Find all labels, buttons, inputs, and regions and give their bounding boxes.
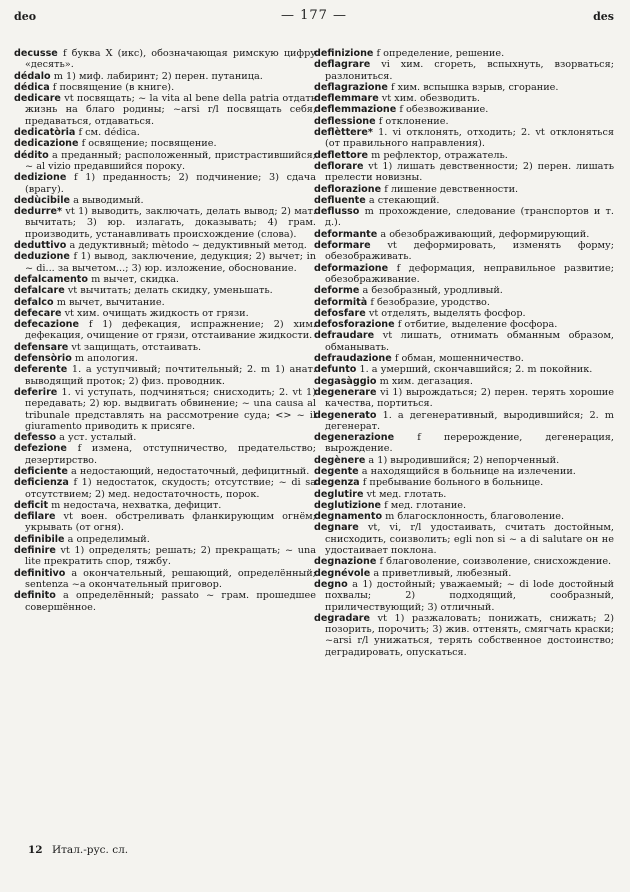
entry-definition: a безобразный, уродливый. xyxy=(362,285,503,297)
entry-headword: degenerazione xyxy=(314,432,395,444)
entry-definition: f 1) вывод, заключение, дедукция; 2) вычет; in ~ di... за вычетом...; 3) юр. изложение, обоснование. xyxy=(25,251,316,274)
dictionary-entry xyxy=(14,511,316,534)
entry-headword: dédito xyxy=(14,149,49,161)
entry-definition: vt защищать, отстаивать. xyxy=(71,341,202,353)
dictionary-entry xyxy=(314,522,614,556)
entry-headword: degènere xyxy=(314,454,366,466)
entry-definition: f отклонение. xyxy=(378,115,449,127)
dictionary-entry xyxy=(14,590,316,613)
entry-headword: deflemmazione xyxy=(314,104,397,116)
entry-headword: deformazione xyxy=(314,262,389,274)
entry-headword: definizione xyxy=(314,48,374,59)
entry-definition: f благоволение, соизволение, снисхождение. xyxy=(379,556,612,568)
entry-headword: defensare xyxy=(14,341,69,353)
entry-definition: f обезвоживание. xyxy=(399,104,489,116)
dictionary-entry xyxy=(14,150,316,173)
entry-headword: deforme xyxy=(314,285,360,297)
dictionary-entry xyxy=(14,206,316,240)
entry-headword: degradare xyxy=(314,612,371,624)
dictionary-entry xyxy=(14,432,316,443)
right-guide-word: des xyxy=(593,10,614,23)
entry-headword: degnare xyxy=(314,522,359,534)
entry-headword: defosfare xyxy=(314,307,366,319)
entry-headword: degasàggio xyxy=(314,375,377,387)
dictionary-entry xyxy=(314,568,614,579)
dictionary-entry xyxy=(314,613,614,658)
entry-headword: deflorare xyxy=(314,160,364,172)
entry-headword: deformante xyxy=(314,228,378,240)
dictionary-entry xyxy=(14,297,316,308)
entry-headword: defensòrio xyxy=(14,353,72,365)
dictionary-entry xyxy=(14,195,316,206)
entry-headword: degno xyxy=(314,578,348,590)
entry-headword: dedicare xyxy=(14,93,61,105)
entry-headword: defezione xyxy=(14,443,67,455)
entry-definition: a выводимый. xyxy=(73,194,144,206)
entry-definition: m недостача, нехватка, дефицит. xyxy=(51,499,222,511)
entry-definition: vt деформировать, изменять форму; обезображивать. xyxy=(325,240,614,263)
dictionary-entry xyxy=(14,127,316,138)
entry-definition: f 1) недостаток, скудость; отсутствие; ~ di sa отсутствием; 2) мед. недостаточность, порок. xyxy=(25,477,316,500)
entry-definition: vt 1) разжаловать; понижать, снижать; 2) позорить, порочить; 3) жив. оттенять, смягчать краски; ~arsi r/l унижаться, терять собственное достоинство; деградировать, опускаться. xyxy=(325,612,614,658)
dictionary-entry xyxy=(14,82,316,93)
entry-headword: deficienza xyxy=(14,477,69,489)
dictionary-entry xyxy=(314,556,614,567)
dictionary-entry xyxy=(14,172,316,195)
dictionary-entry xyxy=(314,579,614,613)
entry-headword: deglutizione xyxy=(314,499,382,511)
entry-headword: deficiente xyxy=(14,465,68,477)
entry-headword: degente xyxy=(314,465,359,477)
entry-definition: f измена, отступничество, предательство; дезертирство. xyxy=(25,443,316,466)
entry-definition: a определённый; passato ~ грам. прошедшее совершённое. xyxy=(25,590,316,613)
entry-definition: f см. dédica. xyxy=(78,127,140,139)
entry-definition: vt 1) выводить, заключать, делать вывод; 2) мат. вычитать; 3) юр. излагать, доказывать; 4) грам. производить, устанавливать происхождение (слова). xyxy=(25,206,316,240)
dictionary-entry xyxy=(314,353,614,364)
entry-definition: vt, vi, r/l удостаивать, считать достойным, снисходить, соизволить; egli non si ~ a di salutare он не удостаивает поклона. xyxy=(325,522,614,557)
entry-headword: defosforazione xyxy=(314,319,395,331)
entry-definition: m 1) миф. лабиринт; 2) перен. путаница. xyxy=(53,70,263,82)
page-number: — 177 — xyxy=(280,8,348,23)
entry-definition: vt вычитать; делать скидку, уменьшать. xyxy=(67,285,273,297)
dictionary-entry xyxy=(314,116,614,127)
dictionary-entry xyxy=(14,251,316,274)
entry-headword: defluente xyxy=(314,194,366,206)
dictionary-entry xyxy=(314,285,614,296)
dictionary-entry xyxy=(14,240,316,251)
dictionary-entry xyxy=(14,568,316,591)
entry-headword: defraudare xyxy=(314,330,375,342)
dictionary-entry xyxy=(14,319,316,342)
entry-definition: vt отделять, выделять фосфор. xyxy=(368,307,526,319)
dictionary-entry xyxy=(314,364,614,375)
entry-definition: a приветливый, любезный. xyxy=(373,567,512,579)
dictionary-entry xyxy=(314,127,614,150)
entry-definition: f отбитие, выделение фосфора. xyxy=(397,319,558,331)
entry-headword: deflagrazione xyxy=(314,81,388,93)
dictionary-entry xyxy=(14,364,316,387)
dictionary-entry xyxy=(314,104,614,115)
dictionary-entry xyxy=(314,489,614,500)
dictionary-entry xyxy=(314,82,614,93)
dictionary-entry xyxy=(314,297,614,308)
entry-headword: deglutire xyxy=(314,488,364,500)
entry-definition: m вычет, вычитание. xyxy=(56,296,165,308)
entry-definition: a определимый. xyxy=(67,533,150,545)
entry-definition: f лишение девственности. xyxy=(384,183,519,195)
dictionary-entry xyxy=(314,477,614,488)
dictionary-entry xyxy=(314,195,614,206)
entry-headword: deflusso xyxy=(314,206,360,218)
entry-headword: dedizione xyxy=(14,172,67,184)
entry-headword: defecazione xyxy=(14,319,80,331)
dictionary-entry xyxy=(14,534,316,545)
entry-headword: deflessione xyxy=(314,115,376,127)
entry-headword: degnamento xyxy=(314,511,383,523)
entry-headword: degenza xyxy=(314,477,360,489)
dictionary-entry xyxy=(14,353,316,364)
dictionary-entry xyxy=(314,229,614,240)
entry-headword: defraudazione xyxy=(314,353,392,365)
entry-headword: definito xyxy=(14,590,56,602)
dictionary-entry xyxy=(314,466,614,477)
dictionary-entry xyxy=(14,285,316,296)
dictionary-entry xyxy=(314,263,614,286)
dictionary-entry xyxy=(314,93,614,104)
entry-definition: m благосклонность, благоволение. xyxy=(385,511,565,523)
entry-headword: definire xyxy=(14,545,56,557)
dictionary-entry xyxy=(14,387,316,432)
entry-definition: a обезображивающий, деформирующий. xyxy=(380,228,590,240)
entry-headword: dedurre* xyxy=(14,206,63,218)
entry-headword: decusse xyxy=(14,48,58,59)
entry-headword: dédalo xyxy=(14,70,51,82)
dictionary-entry xyxy=(314,206,614,229)
entry-headword: degenerare xyxy=(314,386,377,398)
dictionary-entry xyxy=(314,511,614,522)
entry-definition: vi хим. сгореть, вспыхнуть, взорваться; разлониться. xyxy=(325,59,614,82)
entry-definition: f безобразие, уродство. xyxy=(370,296,490,308)
entry-definition: f обман, мошенничество. xyxy=(394,353,524,365)
entry-definition: m рефлектор, отражатель. xyxy=(371,149,508,161)
entry-definition: f 1) дефекация, испражнение; 2) хим. дефекация, очищение от грязи, отстаивание жидкости. xyxy=(25,319,316,342)
entry-headword: deformità xyxy=(314,296,368,308)
entry-headword: deformare xyxy=(314,240,371,252)
entry-headword: dédica xyxy=(14,81,50,93)
dictionary-entry xyxy=(14,545,316,568)
entry-headword: deflèttere* xyxy=(314,127,373,139)
entry-definition: f буква X (икс), обозначающая римскую цифру «десять». xyxy=(25,48,316,71)
entry-headword: defalcare xyxy=(14,285,65,297)
entry-definition: vt воен. обстреливать фланкирующим огнём; укрывать (от огня). xyxy=(25,511,316,534)
entry-headword: defunto xyxy=(314,364,357,376)
dictionary-entry xyxy=(14,342,316,353)
entry-definition: a находящийся в больнице на излечении. xyxy=(361,465,576,477)
signature-number: 12 xyxy=(28,844,43,856)
left-column xyxy=(14,48,316,613)
dictionary-entry xyxy=(314,432,614,455)
entry-headword: dedicatòria xyxy=(14,127,76,139)
entry-headword: deflorazione xyxy=(314,183,382,195)
entry-definition: f посвящение (в книге). xyxy=(52,81,175,93)
entry-headword: deferire xyxy=(14,386,58,398)
entry-headword: deduzione xyxy=(14,251,70,263)
dictionary-entry xyxy=(314,59,614,82)
entry-headword: definitivo xyxy=(14,567,66,579)
entry-definition: a 1) выродившийся; 2) непорченный. xyxy=(368,454,560,466)
dictionary-entry xyxy=(314,161,614,184)
dictionary-entry xyxy=(314,48,614,59)
entry-headword: dedùcibile xyxy=(14,194,70,206)
entry-definition: f хим. вспышка взрыв, сгорание. xyxy=(390,81,559,93)
dictionary-entry xyxy=(314,308,614,319)
entry-definition: a окончательный, решающий, определённый; sentenza ~a окончательный приговор. xyxy=(25,567,316,590)
dictionary-entry xyxy=(14,477,316,500)
signature-title: Итал.-рус. сл. xyxy=(51,844,129,856)
entry-definition: f деформация, неправильное развитие; обезображивание. xyxy=(325,262,614,285)
right-column xyxy=(314,48,614,658)
entry-definition: f освящение; посвящение. xyxy=(81,138,217,150)
entry-headword: deflemmare xyxy=(314,93,379,105)
dictionary-entry xyxy=(14,443,316,466)
entry-definition: m вычет, скидка. xyxy=(91,273,179,285)
entry-definition: a недостающий, недостаточный, дефицитный. xyxy=(70,465,310,477)
entry-definition: m апология. xyxy=(74,353,138,365)
entry-definition: vt посвящать; ~ la vita al bene della patria отдать жизнь на благо родины; ~arsi r/l посвящать себя, предаваться, отдаваться. xyxy=(25,93,316,127)
entry-headword: defalco xyxy=(14,296,54,308)
dictionary-entry xyxy=(14,138,316,149)
dictionary-entry xyxy=(14,466,316,477)
dictionary-entry xyxy=(314,455,614,466)
entry-headword: dedicazione xyxy=(14,138,79,150)
dictionary-entry xyxy=(14,93,316,127)
dictionary-entry xyxy=(314,330,614,353)
entry-definition: vt 1) определять; решать; 2) прекращать; ~ una lite прекратить спор, тяжбу. xyxy=(25,545,316,568)
entry-definition: 1. a умерший, скончавшийся; 2. m покойник. xyxy=(359,364,593,376)
entry-definition: a преданный; расположенный, пристрастившийся; ~ al vizio предавшийся пороку. xyxy=(25,149,316,172)
dictionary-entry xyxy=(314,387,614,410)
dictionary-entry xyxy=(14,274,316,285)
page-header xyxy=(14,6,614,30)
dictionary-entry xyxy=(14,308,316,319)
dictionary-entry xyxy=(14,48,316,71)
dictionary-entry xyxy=(314,410,614,433)
entry-definition: 1. a уступчивый; почтительный; 2. m 1) анат. выводящий проток; 2) физ. проводник. xyxy=(25,364,316,387)
entry-definition: m хим. дегазация. xyxy=(379,375,473,387)
entry-definition: a 1) достойный; уважаемый; ~ di lode достойный похвалы; 2) подходящий, сообразный, приличествующий; 3) отличный. xyxy=(325,578,614,613)
entry-headword: degnévole xyxy=(314,567,371,579)
entry-definition: a уст. усталый. xyxy=(59,432,137,444)
entry-headword: degnazione xyxy=(314,556,377,568)
entry-definition: f мед. глотание. xyxy=(384,499,467,511)
signature-line xyxy=(28,844,128,856)
entry-headword: deflagrare xyxy=(314,59,371,71)
entry-definition: 1. vi отклонять, отходить; 2. vt отклоняться (от правильного направления). xyxy=(325,127,614,150)
entry-headword: deficit xyxy=(14,499,49,511)
dictionary-entry xyxy=(314,240,614,263)
dictionary-entry xyxy=(314,500,614,511)
entry-definition: a дедуктивный; mètodo ~ дедуктивный метод. xyxy=(69,240,307,252)
entry-definition: f пребывание больного в больнице. xyxy=(362,477,544,489)
entry-definition: 1. a дегенеративный, выродившийся; 2. m дегенерат. xyxy=(325,409,614,432)
entry-definition: 1. vi уступать, подчиняться; снисходить; 2. vt 1) передавать; 2) юр. выдвигать обвинение; ~ una causa al tribunale представлять на рассмотрение суда; <> ~ il giuramento приводить к присяге. xyxy=(25,386,316,432)
entry-definition: f определение, решение. xyxy=(376,48,505,59)
left-guide-word: deo xyxy=(14,10,37,23)
dictionary-entry xyxy=(14,500,316,511)
dictionary-entry xyxy=(314,184,614,195)
entry-headword: defecare xyxy=(14,307,62,319)
entry-headword: defilare xyxy=(14,511,56,523)
entry-definition: f 1) преданность; 2) подчинение; 3) сдача (врагу). xyxy=(25,172,316,195)
entry-definition: a стекающий. xyxy=(368,194,440,206)
entry-definition: vi 1) вырождаться; 2) перен. терять хорошие качества, портиться. xyxy=(325,386,614,410)
entry-headword: deferente xyxy=(14,364,68,376)
dictionary-entry xyxy=(314,376,614,387)
entry-definition: vt мед. глотать. xyxy=(366,488,447,500)
entry-headword: degenerato xyxy=(314,409,377,421)
entry-headword: deflettore xyxy=(314,149,368,161)
entry-definition: vt хим. очищать жидкость от грязи. xyxy=(64,307,249,319)
entry-definition: vt лишать, отнимать обманным образом, обманывать. xyxy=(325,330,614,353)
entry-definition: f перерождение, дегенерация, вырождение. xyxy=(325,432,614,455)
entry-definition: m прохождение, следование (транспортов и т. д.). xyxy=(325,206,614,229)
dictionary-entry xyxy=(314,150,614,161)
dictionary-entry xyxy=(14,71,316,82)
entry-headword: defesso xyxy=(14,432,57,444)
entry-definition: vt 1) лишать девственности; 2) перен. лишать прелести новизны. xyxy=(325,160,614,184)
entry-headword: definibile xyxy=(14,533,65,545)
dictionary-entry xyxy=(314,319,614,330)
entry-headword: defalcamento xyxy=(14,273,88,285)
entry-definition: vt хим. обезводить. xyxy=(381,93,480,105)
entry-headword: deduttivo xyxy=(14,240,67,252)
